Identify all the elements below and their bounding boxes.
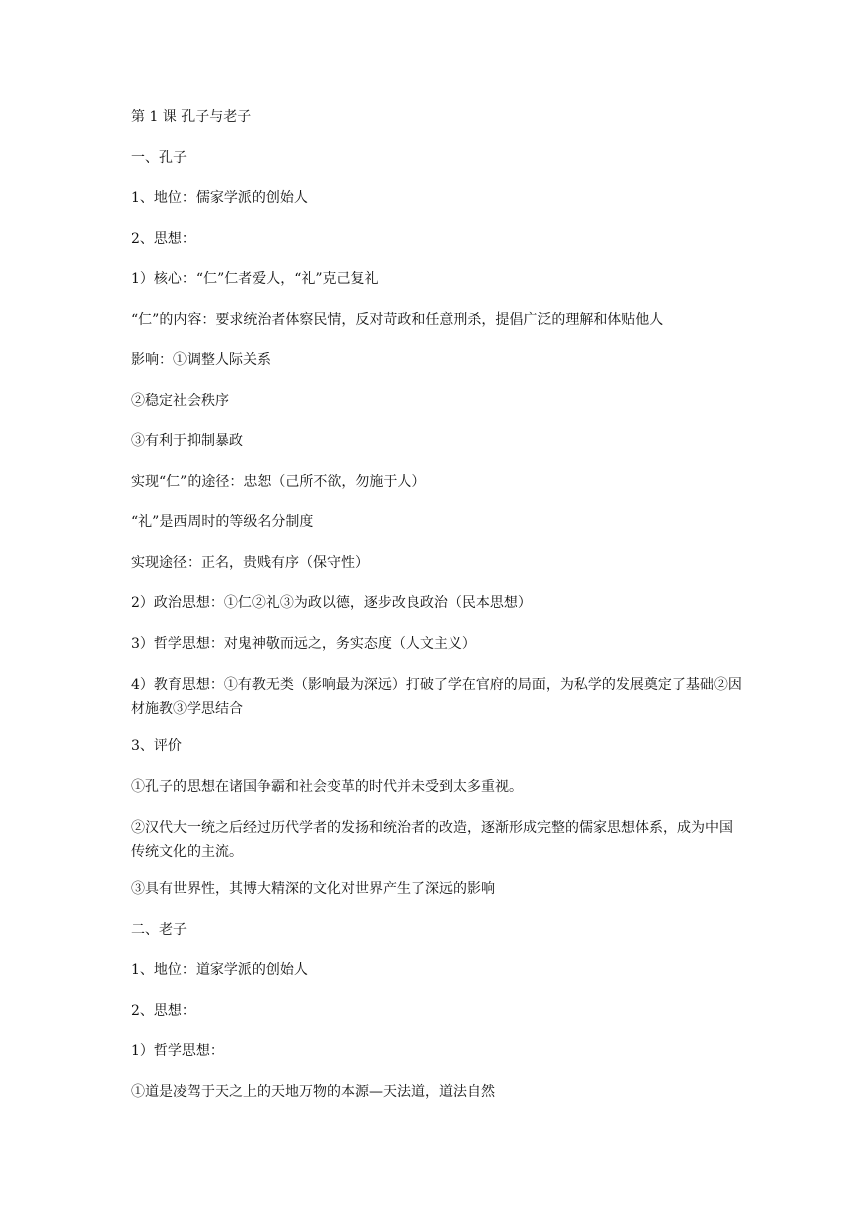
paragraph: 影响：①调整人际关系 <box>131 352 271 368</box>
paragraph: 3）哲学思想：对鬼神敬而远之，务实态度（人文主义） <box>131 635 476 652</box>
paragraph: 实现“仁”的途径：忠恕（己所不欲，勿施于人） <box>131 473 426 490</box>
lesson-title: 第 1 课 孔子与老子 <box>131 109 252 125</box>
paragraph: 实现途径：正名，贵贱有序（保守性） <box>131 554 369 571</box>
paragraph: ①道是凌驾于天之上的天地万物的本源—天法道，道法自然 <box>131 1083 495 1100</box>
paragraph: “礼”是西周时的等级名分制度 <box>131 514 314 530</box>
paragraph: 1、地位：道家学派的创始人 <box>131 962 308 978</box>
paragraph: 4）教育思想：①有教无类（影响最为深远）打破了学在官府的局面，为私学的发展奠定了基础②因材施教③学思结合 <box>131 677 742 717</box>
paragraph: 2、思想： <box>131 1002 196 1019</box>
paragraph: 3、评价 <box>131 738 182 754</box>
paragraph: ③具有世界性，其博大精深的文化对世界产生了深远的影响 <box>131 881 495 897</box>
section-heading-confucius: 一、孔子 <box>131 149 187 166</box>
paragraph: 1）哲学思想： <box>131 1043 224 1059</box>
paragraph: ①孔子的思想在诸国争霸和社会变革的时代并未受到太多重视。 <box>131 778 523 795</box>
paragraph: ②汉代大一统之后经过历代学者的发扬和统治者的改造，逐渐形成完整的儒家思想体系，成为中国传统文化的主流。 <box>131 820 733 860</box>
paragraph: ③有利于抑制暴政 <box>131 433 243 449</box>
paragraph: 1）核心：“仁”仁者爱人，“礼”克己复礼 <box>131 271 379 287</box>
section-heading-laozi: 二、老子 <box>131 921 187 938</box>
paragraph: ②稳定社会秩序 <box>131 392 229 409</box>
paragraph: “仁”的内容：要求统治者体察民情，反对苛政和任意刑杀，提倡广泛的理解和体贴他人 <box>131 311 664 328</box>
paragraph: 2、思想： <box>131 230 196 247</box>
paragraph: 1、地位：儒家学派的创始人 <box>131 190 308 206</box>
document-body <box>131 106 743 1121</box>
paragraph: 2）政治思想：①仁②礼③为政以德，逐步改良政治（民本思想） <box>131 595 532 611</box>
